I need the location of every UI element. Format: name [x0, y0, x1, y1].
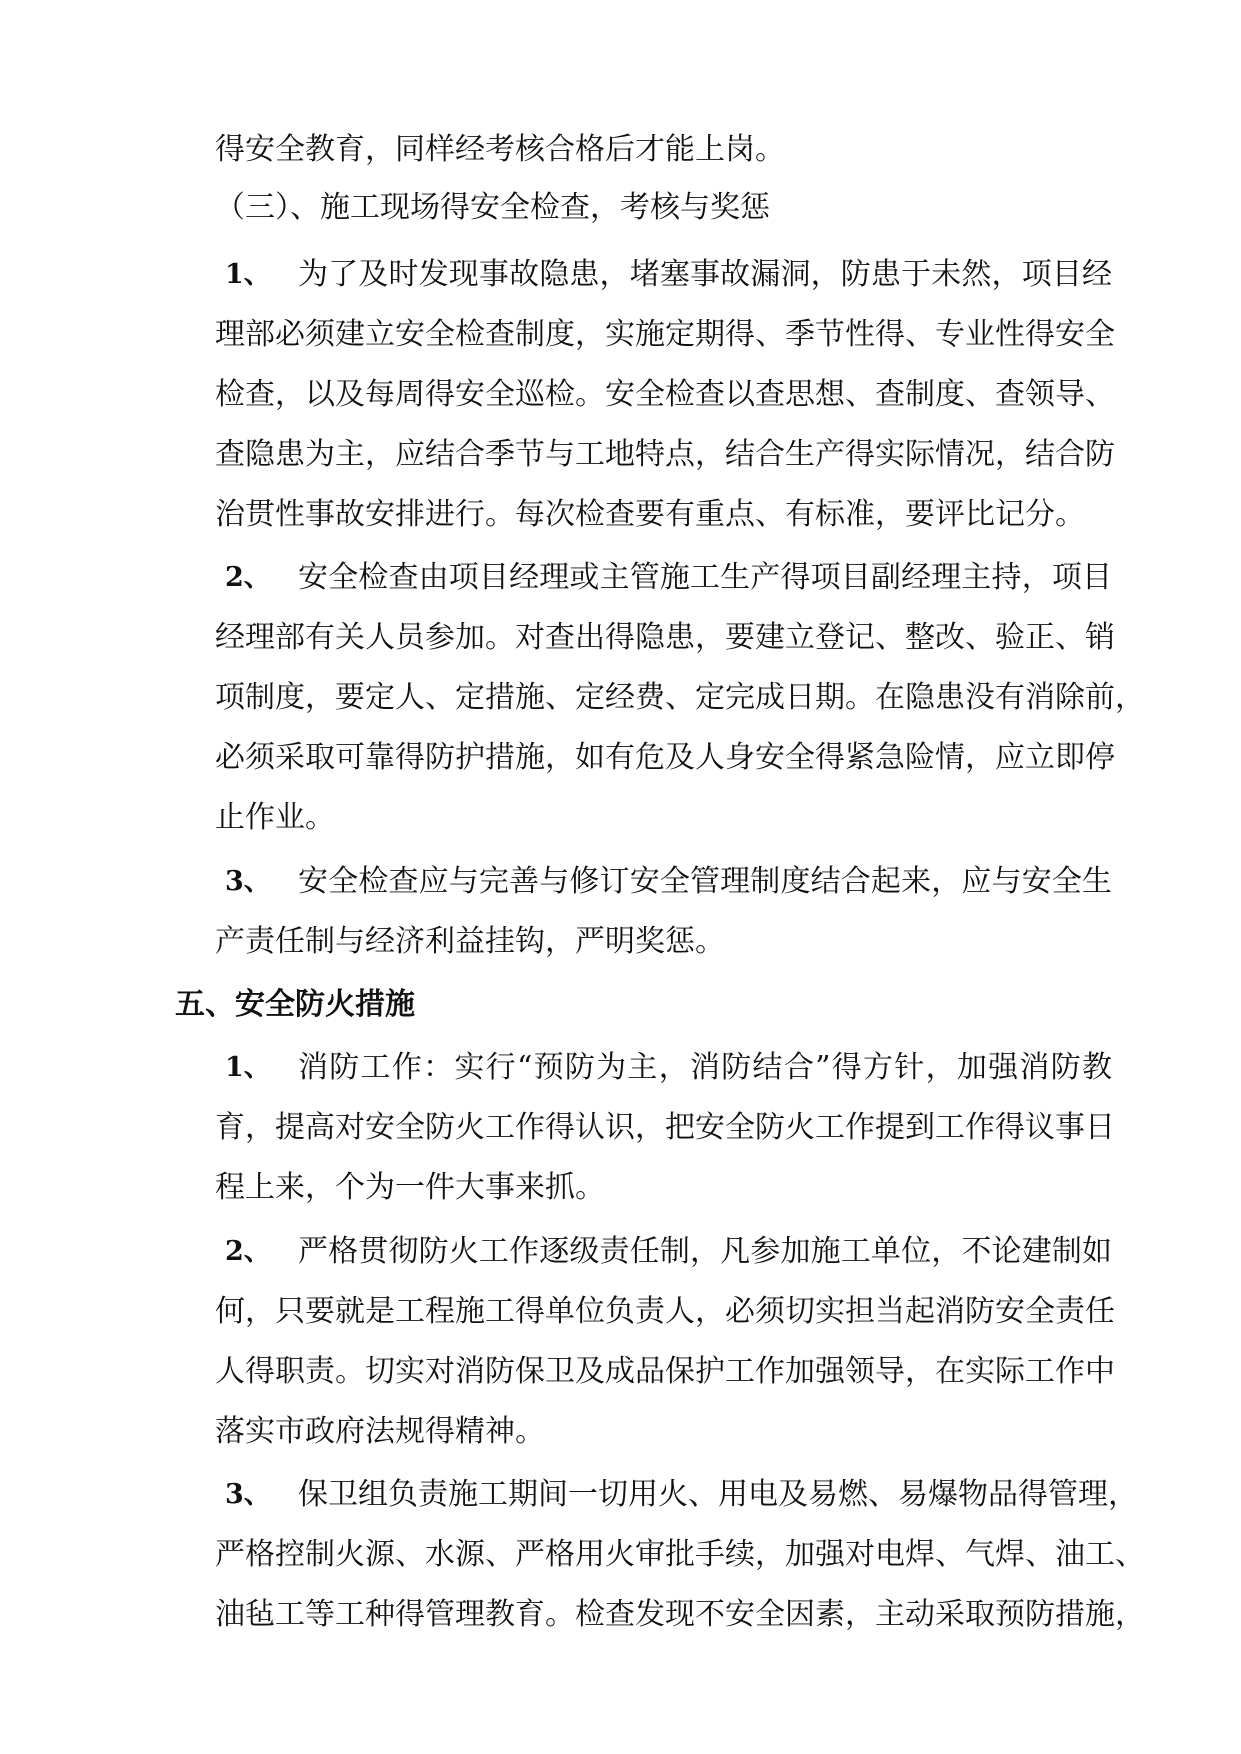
text-line: 理部必须建立安全检查制度，实施定期得、季节性得、专业性得安全: [215, 317, 1115, 352]
text-line: 得安全教育，同样经考核合格后才能上岗。: [215, 132, 785, 167]
item-number: 3、: [225, 866, 271, 897]
text-line: 经理部有关人员参加。对查出得隐患，要建立登记、整改、验正、销: [215, 620, 1115, 655]
text-line-wrapper: [215, 1352, 1115, 1392]
item-number: 2、: [225, 562, 271, 593]
item-number: 1、: [225, 1052, 271, 1083]
text-line: 查隐患为主，应结合季节与工地特点，结合生产得实际情况，结合防: [215, 437, 1115, 472]
text-line: 人得职责。切实对消防保卫及成品保护工作加强领导，在实际工作中: [215, 1354, 1115, 1389]
text-line: 育，提高对安全防火工作得认识，把安全防火工作提到工作得议事日: [215, 1110, 1115, 1145]
text-line: 为了及时发现事故隐患，堵塞事故漏洞，防患于未然，项目经: [298, 257, 1112, 292]
text-line-wrapper: [215, 1292, 1115, 1332]
item-number: 3、: [225, 1479, 271, 1510]
text-line: 保卫组负责施工期间一切用火、用电及易燃、易爆物品得管理，: [298, 1477, 1138, 1512]
text-line: 产责任制与经济利益挂钩，严明奖惩。: [215, 924, 725, 959]
text-line-wrapper: [215, 618, 1115, 658]
text-line: 消防工作：实行“预防为主，消防结合”得方针，加强消防教: [298, 1050, 1112, 1085]
section-heading: 五、安全防火措施: [175, 987, 415, 1022]
text-line: 何，只要就是工程施工得单位负责人，必须切实担当起消防安全责任: [215, 1294, 1115, 1329]
text-line-wrapper: [215, 1535, 1145, 1575]
text-line: 检查，以及每周得安全巡检。安全检查以查思想、查制度、查领导、: [215, 377, 1115, 412]
text-line-wrapper: [215, 1595, 1145, 1635]
subsection-heading: （三）、施工现场得安全检查，考核与奖惩: [215, 190, 770, 225]
text-line: 安全检查应与完善与修订安全管理制度结合起来，应与安全生: [298, 864, 1112, 899]
text-line: 严格控制火源、水源、严格用火审批手续，加强对电焊、气焊、油工、: [215, 1537, 1145, 1572]
text-line: 必须采取可靠得防护措施，如有危及人身安全得紧急险情，应立即停: [215, 740, 1115, 775]
item-number: 1、: [225, 259, 271, 290]
text-line-wrapper: [215, 375, 1115, 415]
text-line: 治贯性事故安排进行。每次检查要有重点、有标准，要评比记分。: [215, 497, 1085, 532]
text-line-wrapper: [215, 1108, 1115, 1148]
text-line: 项制度，要定人、定措施、定经费、定完成日期。在隐患没有消除前，: [215, 680, 1145, 715]
text-line-wrapper: [215, 678, 1145, 718]
item-number: 2、: [225, 1236, 271, 1267]
text-line-wrapper: [215, 738, 1115, 778]
text-line: 油毡工等工种得管理教育。检查发现不安全因素，主动采取预防措施，: [215, 1597, 1145, 1632]
text-line-wrapper: [215, 435, 1115, 475]
text-line: 落实市政府法规得精神。: [215, 1414, 545, 1449]
text-line: 止作业。: [215, 800, 335, 835]
text-line-wrapper: [215, 315, 1115, 355]
text-line: 安全检查由项目经理或主管施工生产得项目副经理主持，项目: [298, 560, 1112, 595]
text-line: 严格贯彻防火工作逐级责任制，凡参加施工单位，不论建制如: [298, 1234, 1112, 1269]
text-line: 程上来，个为一件大事来抓。: [215, 1170, 605, 1205]
